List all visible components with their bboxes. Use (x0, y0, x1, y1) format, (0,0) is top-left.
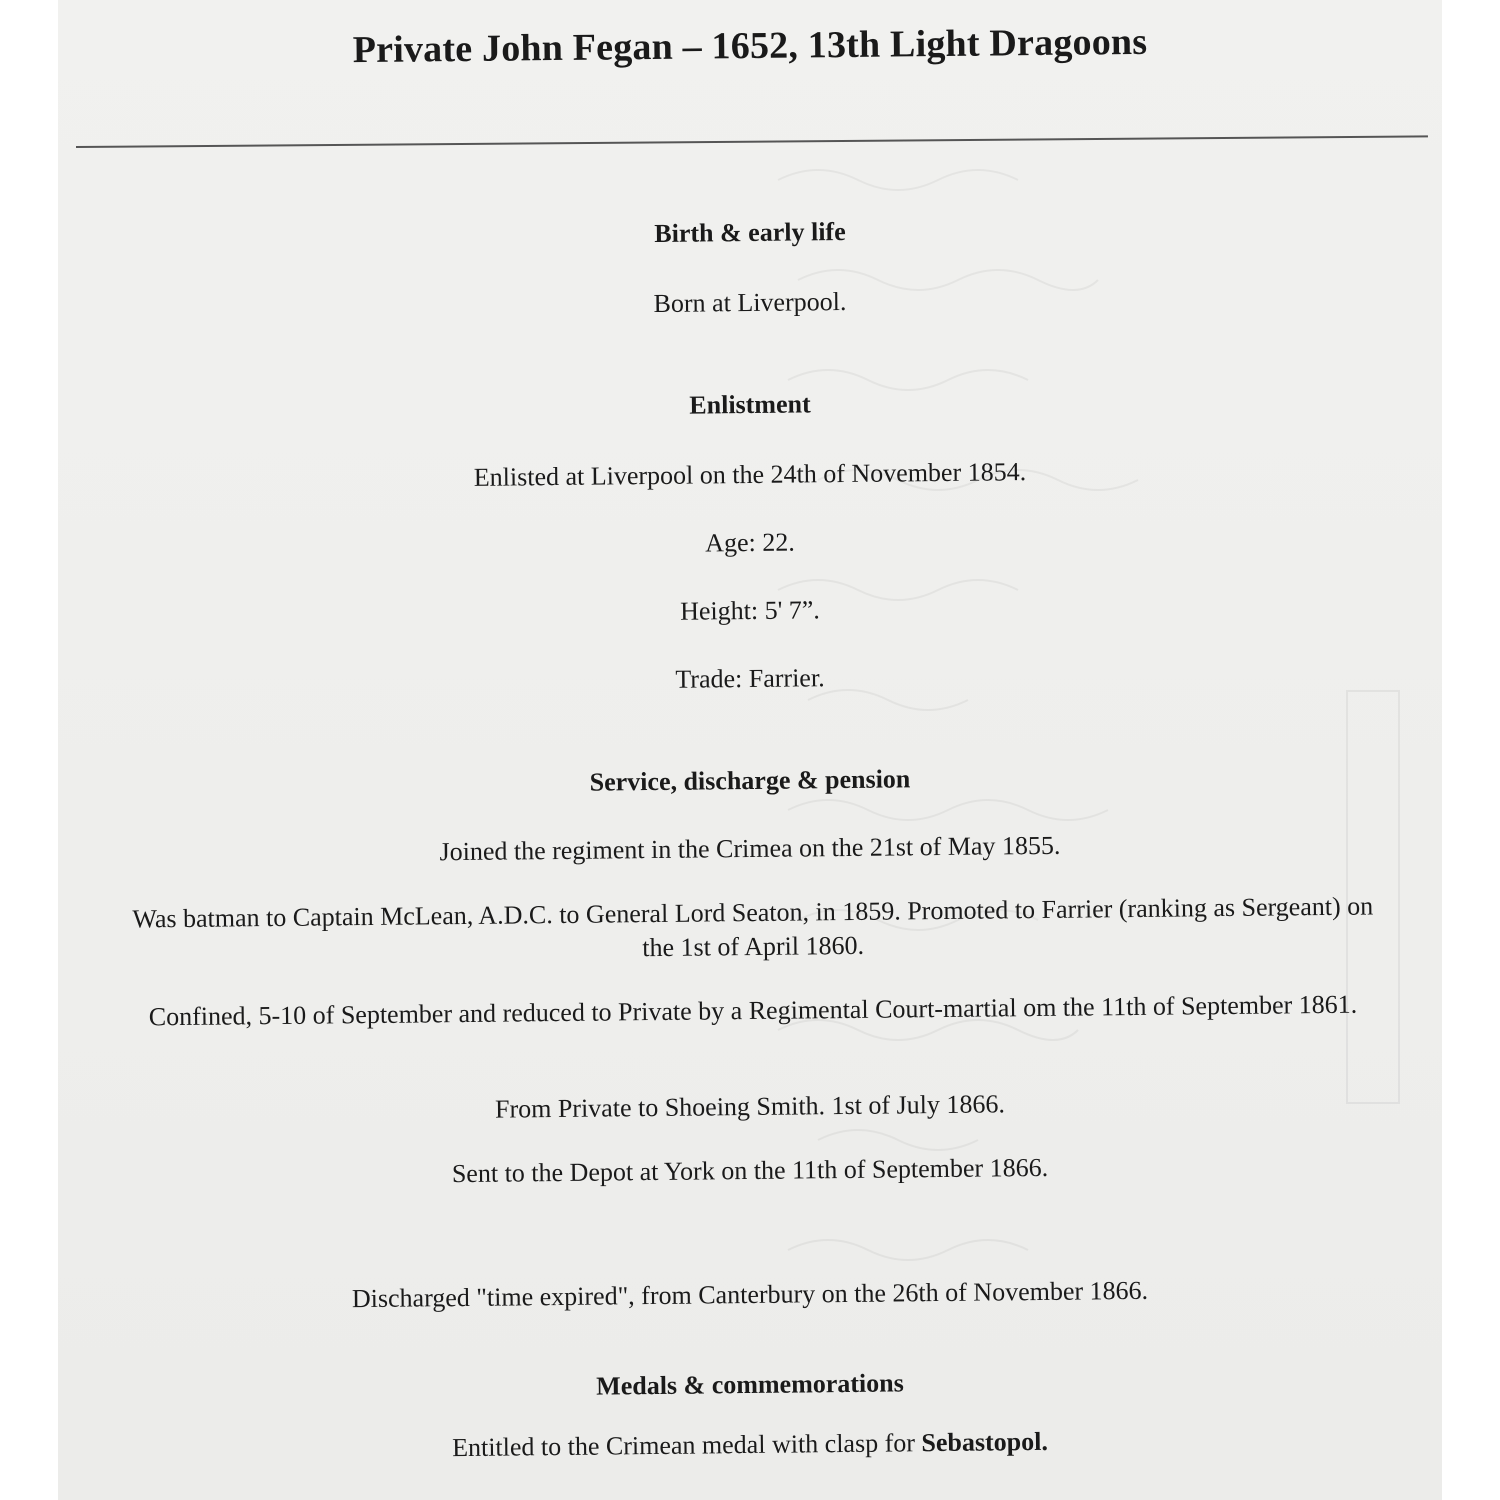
confined-text: Confined, 5-10 of September and reduced to Private by a Regimental Court-martial om the 11th of September 1861. (148, 989, 1358, 1032)
medals-clasp-name: Sebastopol. (921, 1426, 1049, 1458)
batman-text: Was batman to Captain McLean, A.D.C. to General Lord Seaton, in 1859. Promoted to Farrier (ranking as Sergeant) on the 1st of April 1860. (132, 891, 1374, 963)
photo-left-margin (0, 0, 58, 1500)
joined-text: Joined the regiment in the Crimea on the 21st of May 1855. (439, 830, 1061, 867)
title-divider (76, 135, 1428, 148)
medals-text (58, 1421, 1442, 1469)
document-title: Private John Fegan – 1652, 13th Light Dragoons (352, 20, 1148, 72)
heading-enlistment: Enlistment (689, 389, 811, 420)
enlisted-text: Enlisted at Liverpool on the 24th of November 1854. (473, 457, 1027, 492)
trade-text: Trade: Farrier. (675, 663, 825, 694)
photo-right-margin (1442, 0, 1500, 1500)
shoeing-smith-text: From Private to Shoeing Smith. 1st of July 1866. (494, 1089, 1006, 1124)
height-text: Height: 5' 7”. (679, 595, 821, 626)
depot-text: Sent to the Depot at York on the 11th of September 1866. (451, 1152, 1049, 1189)
age-text: Age: 22. (705, 527, 795, 558)
heading-service: Service, discharge & pension (589, 764, 911, 797)
heading-medals: Medals & commemorations (596, 1368, 904, 1401)
birth-text: Born at Liverpool. (653, 286, 847, 319)
heading-birth: Birth & early life (654, 216, 846, 249)
document-page (58, 0, 1442, 1500)
discharged-text: Discharged "time expired", from Canterbury on the 26th of November 1866. (351, 1275, 1149, 1314)
medals-text-prefix: Entitled to the Crimean medal with clasp for (451, 1428, 922, 1463)
